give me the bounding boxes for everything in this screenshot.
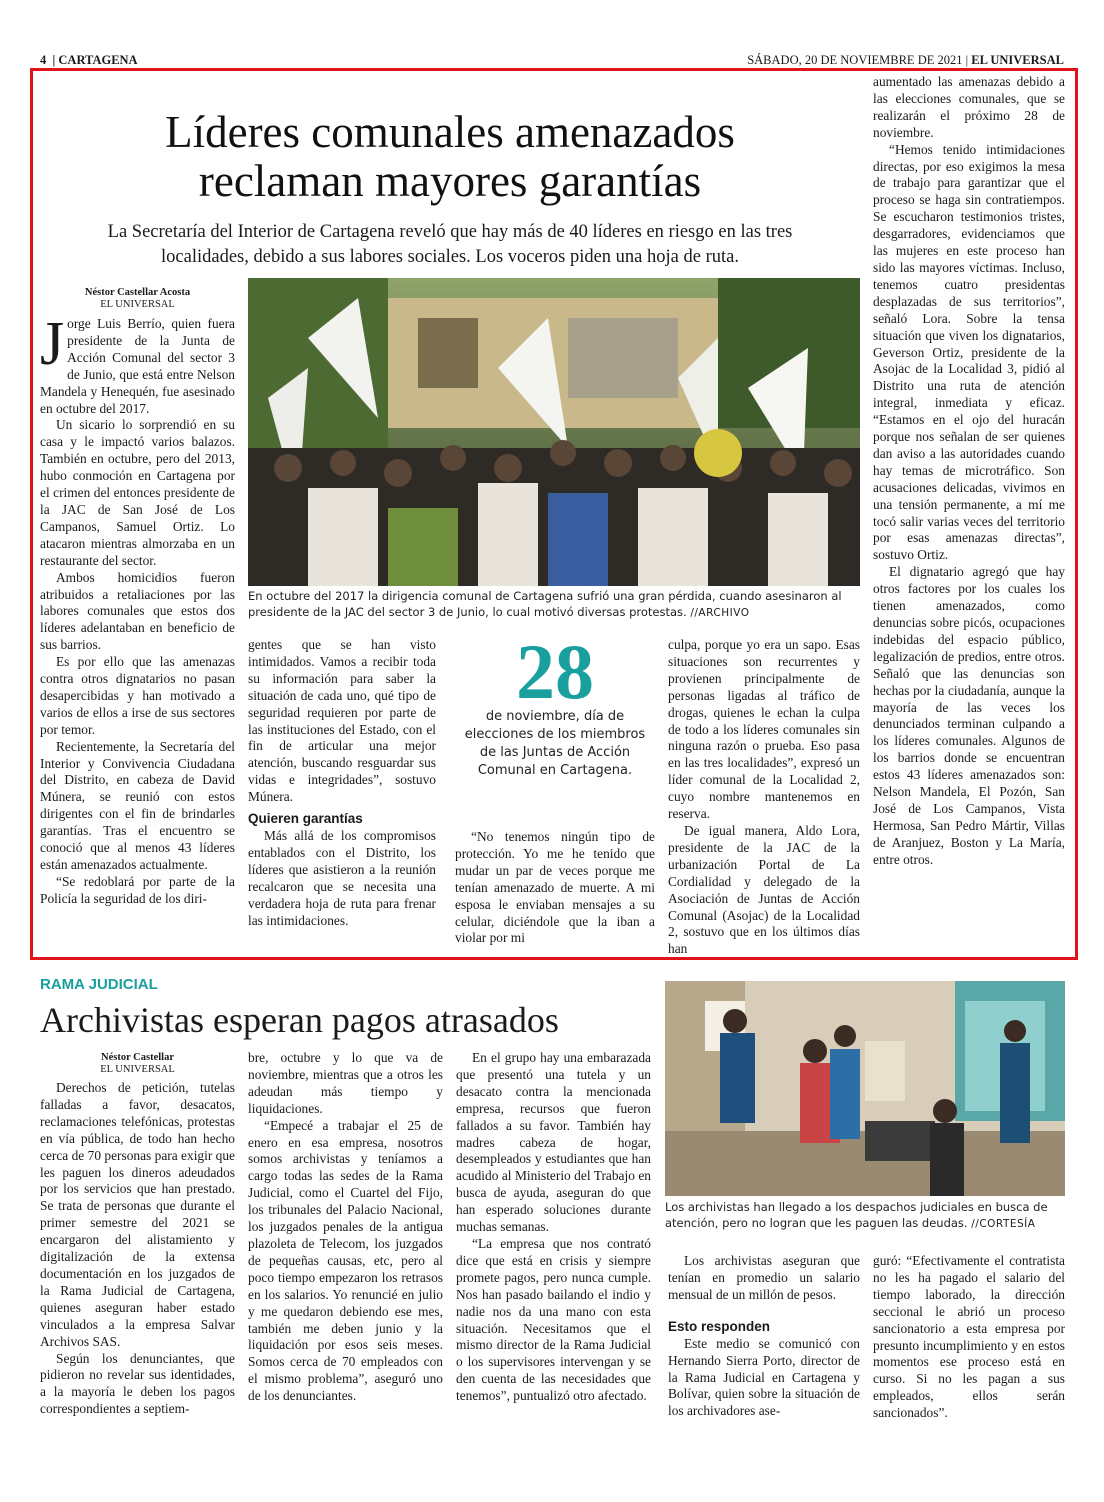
headline-line-2: reclaman mayores garantías (198, 156, 702, 206)
folio-line (40, 53, 1064, 69)
paragraph: En el grupo hay una embarazada que presentó una tutela y un desacato contra la mencionada empresa, recursos que fueron fallados a su favor. También hay madres cabeza de hogar, desempleados y estudiantes que han acudido al Ministerio del Trabajo en busca de ayuda, aseguran do que han esperado soluciones durante muchas semanas. (456, 1050, 651, 1235)
article1-photo-caption (248, 589, 860, 621)
article1-column-5 (873, 74, 1065, 869)
article2-photo-caption (665, 1200, 1065, 1232)
article2-column-1 (40, 1080, 235, 1418)
paragraph: Este medio se comunicó con Hernando Sierra Porto, director de la Rama Judicial en Cartagena y Bolívar, quien sobre la situación de los archivadores ase- (668, 1335, 860, 1419)
archivists-photo-illustration (665, 981, 1065, 1196)
paragraph: “No tenemos ningún tipo de protección. Yo me he tenido que mudar un par de veces porque me tenían amenazado de muerte. A mi esposa le enviaban mensajes a su celular, diciéndole que la iban a violar por mi (455, 829, 655, 946)
issue-date: SÁBADO, 20 DE NOVIEMBRE DE 2021 (747, 53, 963, 67)
article1-byline (40, 287, 235, 311)
article1-headline (60, 108, 840, 206)
paragraph: gentes que se han visto intimidados. Vamos a recibir toda su información para saber la situación de cada uno, qué tipo de seguridad requieren por parte de las instituciones del Estado, con el fin de articular una mejor atención, buscando resguardar sus vidas e integridades”, sostuvo Múnera. (248, 637, 436, 805)
paragraph: “Empecé a trabajar el 25 de enero en esa empresa, nosotros somos archivistas y teníamos a cargo todas las sedes de la Rama Judicial, como el Cuartel del Fijo, los tribunales del Palacio Nacional, los juzgados penales de la antigua plazoleta de Telecom, los juzgados de pequeñas causas, etc, pero al poco tiempo empezaron los retrasos en los salarios. Yo renuncié en julio y me quedaron debiendo ese mes, también me deben junio y la liquidación por esos seis meses. Somos cerca de 70 empleados con el mismo problema”, aseguró uno de los denunciantes. (248, 1117, 443, 1404)
paragraph: Derechos de petición, tutelas falladas a favor, desacatos, reclamaciones telefónicas, protestas en vía pública, de todo han hecho cerca de 70 personas para exigir que les paguen los dineros adeudados por los servicios que han prestado. Se trata de personas que durante el primer semestre del 2021 se encargaron del alistamiento y digitalización de la extensa documentación en los juzgados de la Rama Judicial de Cartagena, quienes aseguran haber estado vinculados a la empresa Salvar Archivos SAS. (40, 1080, 235, 1349)
newspaper-name: EL UNIVERSAL (971, 53, 1064, 67)
article1-column-4 (668, 637, 860, 958)
paragraph: “Hemos tenido intimidaciones directas, por eso exigimos la mesa de trabajo para garantizar que el proceso se haga sin contratiempos. Se escucharon testimonios tristes, desgarradores, evidenciamos que las mujeres en este proceso han sido las mayores víctimas. Incluso, tenemos cuatro presidentas desplazadas de sus territorios”, señaló Lora. Sobre la tensa situación que viven los dignatarios, Geverson Ortiz, presidente de la Asojac de la Localidad 3, pidió al Distrito una ruta de atención integral, inmediata y eficaz. “Estamos en el ojo del huracán porque nos señalan de ser quienes dan aviso a las autoridades cuando hay temas de microtráfico. Son acusaciones delicadas, vivimos en una tensión permanente, a mí me tocó salir varias veces del territorio por esas amenazas directas”, sostuvo Ortiz. (873, 141, 1065, 563)
subhead-quieren-garantias: Quieren garantías (248, 811, 363, 827)
article2-column-5 (873, 1253, 1065, 1422)
archivists-photo (665, 981, 1065, 1196)
big-number: 28 (516, 628, 594, 715)
photo-credit: //ARCHIVO (690, 606, 750, 619)
section-tag: RAMA JUDICIAL (40, 976, 158, 993)
caption-text: Los archivistas han llegado a los despachos judiciales en busca de atención, pero no logran que les paguen las deudas. (665, 1200, 1048, 1230)
caption-text: En octubre del 2017 la dirigencia comunal de Cartagena sufrió una gran pérdida, cuando asesinaron al presidente de la JAC del sector 3 de Junio, lo cual motivó diversas protestas. (248, 589, 842, 619)
byline-outlet: EL UNIVERSAL (100, 1064, 175, 1075)
paragraph: Recientemente, la Secretaría del Interior y Convivencia Ciudadana del Distrito, en cabeza de David Múnera, se reunió con estos dirigentes con el fin de brindarles garantías. Tras el encuentro se conoció que al menos 43 líderes están amenazados actualmente. (40, 738, 235, 872)
big-number-callout (455, 628, 655, 780)
byline-name: Néstor Castellar Acosta (84, 287, 191, 298)
page-number: 4 (40, 53, 47, 67)
article1-column-1 (40, 310, 235, 908)
dropcap: J (40, 310, 65, 378)
article2-byline (40, 1052, 235, 1076)
article2-headline: Archivistas esperan pagos atrasados (40, 1000, 559, 1040)
paragraph: El dignatario agregó que hay otros factores por los cuales los tienen amenazados, como denuncias sobre picós, ocupaciones indebidas del espacio público, legalización de predios, entre otros. Señaló que las denuncias son hechas por la ciudadanía, aunque la mayoría de las veces los denunciados terminan culpando a los líderes comunales. Algunos de los barrios donde se encuentran estos 43 líderes amenazados son: Nelson Mandela, El Pozón, San José de Los Campanos, Vista Hermosa, San Pedro Mártir, Villas de Aranjuez, Boston y La María, entre otros. (873, 564, 1065, 867)
paragraph: Ambos homicidios fueron atribuidos a retaliaciones por las labores comunales que estos dos líderes adelantaban en beneficio de sus barrios. (40, 569, 235, 653)
byline-name: Néstor Castellar (101, 1052, 174, 1063)
paragraph: Un sicario lo sorprendió en su casa y le impactó varios balazos. También en octubre, pero del 2013, hubo conmoción en Cartagena por el crimen del entonces presidente de la JAC de San José de Los Campanos, Samuel Ortiz. Lo atacaron mientras almorzaba en un restaurante del sector. (40, 417, 235, 568)
paragraph: Es por ello que las amenazas contra otros dignatarios no pasan desapercibidas y han motivado a varios de ellos a irse de sus sectores por temor. (40, 654, 235, 737)
paragraph: De igual manera, Aldo Lora, presidente de la JAC de la urbanización Portal de La Cordialidad y delegado de la Asociación de Juntas de Acción Comunal (Asojac) de la Localidad 2, sostuvo que en los últimos días han (668, 822, 860, 957)
paragraph: Los archivistas aseguran que tenían en promedio un salario mensual de un millón de pesos. (668, 1253, 860, 1302)
paragraph: “La empresa que nos contrató dice que está en crisis y siempre promete pagos, pero nunca cumple. Nos han pasado bailando el indio y nadie nos da una mano con esta situación. Necesitamos que el mismo director de la Rama Judicial o los supervisores intervengan y se den cuenta de las necesidades que tenemos”, puntualizó otro afectado. (456, 1235, 651, 1404)
subhead-esto-responden: Esto responden (668, 1318, 771, 1334)
folio-right: SÁBADO, 20 DE NOVIEMBRE DE 2021 | EL UNIVERSAL (747, 53, 1064, 67)
headline-line-1: Líderes comunales amenazados (165, 107, 735, 157)
paragraph: Más allá de los compromisos entablados con el Distrito, los líderes que asistieron a la reunión recalcaron que se necesita una verdadera hoja de ruta para frenar las intimidaciones. (248, 828, 436, 928)
paragraph: culpa, porque yo era un sapo. Esas situaciones son recurrentes y provienen principalmente de personas ligadas al tráfico de drogas, quienes le echan la culpa de todo a los líderes comunales sin ninguna razón o prueba. Eso pasa en las tres localidades”, expresó un líder comunal de la Localidad 2, cuyo nombre mantenemos en reserva. (668, 637, 860, 822)
paragraph: Según los denunciantes, que pidieron no revelar sus identidades, a la mayoría le deben los pagos correspondientes a septiem- (40, 1350, 235, 1417)
byline-outlet: EL UNIVERSAL (100, 299, 175, 310)
paragraph: “Se redoblará por parte de la Policía la seguridad de los diri- (40, 873, 235, 906)
article2-column-4 (668, 1253, 860, 1420)
paragraph-text: orge Luis Berrío, quien fuera presidente de la Junta de Acción Comunal del sector 3 de Junio, que está entre Nelson Mandela y Henequén, fue asesinado en octubre del 2017. (40, 316, 235, 416)
article1-column-3 (455, 829, 655, 947)
protest-photo (248, 278, 860, 586)
paragraph (40, 310, 235, 417)
big-number-text: de noviembre, día de elecciones de los miembros de las Juntas de Acción Comunal en Cartagena. (464, 709, 646, 778)
paragraph: bre, octubre y lo que va de noviembre, mientras que a otros les adeudan más tiempo y liquidaciones. (248, 1050, 443, 1116)
photo-credit: //CORTESÍA (971, 1217, 1036, 1230)
article1-column-2 (248, 637, 436, 930)
paragraph: guró: “Efectivamente el contratista no les ha pagado el salario del tiempo laborado, la dirección seccional le abrió un proceso sancionatorio a esta empresa por presunto incumplimiento y en estos momentos ese proceso está en curso. Si no les pagan a sus empleados, ellos serán sancionados”. (873, 1253, 1065, 1421)
article1-deck: La Secretaría del Interior de Cartagena reveló que hay más de 40 líderes en riesgo en las tres localidades, debido a sus labores sociales. Los voceros piden una hoja de ruta. (107, 222, 793, 267)
protest-photo-illustration (248, 278, 860, 586)
section-name: CARTAGENA (58, 53, 138, 67)
article2-column-3 (456, 1050, 651, 1405)
article2-column-2 (248, 1050, 443, 1405)
paragraph: aumentado las amenazas debido a las elecciones comunales, que se realizarán el próximo 28 de noviembre. (873, 74, 1065, 140)
folio-left: 4 | CARTAGENA (40, 53, 138, 67)
